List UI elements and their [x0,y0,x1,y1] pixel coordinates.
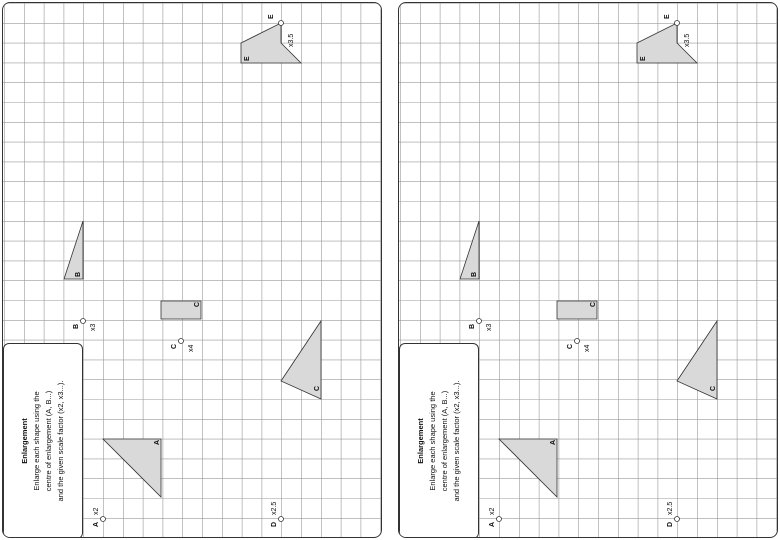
factor-label-e: x3.5 [684,33,691,47]
centre-point-a [101,517,106,522]
factor-label-b: x3 [90,323,97,331]
centre-label-c: C [567,343,574,349]
shape-a [499,439,557,497]
centre-label-a: A [93,521,100,527]
shape-label-b: B [75,271,82,277]
factor-label-e: x3.5 [288,33,295,47]
centre-point-b [81,319,86,324]
factor-label-d: x2.5 [271,501,278,515]
shape-label-b: B [471,271,478,277]
instructions-title: Enlargement [20,418,29,464]
centre-label-e: E [664,14,671,19]
worksheet-left [2,2,382,538]
instructions-line-2: centre of enlargement (A, B...) [44,390,53,492]
centre-point-c [575,339,580,344]
shape-label-e: E [640,56,647,61]
shape-label-c-tri: C [710,385,717,391]
instructions-line-1: Enlarge each shape using the [428,391,437,491]
shape-label-c-rect: C [590,301,597,307]
centre-label-c: C [171,343,178,349]
factor-label-a: x2 [489,507,496,515]
instructions-line-3: and the given scale factor (x2, x3...). [452,380,461,502]
instructions-line-2: centre of enlargement (A, B...) [440,390,449,492]
centre-point-e [675,21,680,26]
instructions-line-1: Enlarge each shape using the [32,391,41,491]
factor-label-b: x3 [486,323,493,331]
centre-label-d: D [271,521,278,527]
shape-label-c-rect: C [194,301,201,307]
centre-point-a [497,517,502,522]
centre-point-d [675,517,680,522]
centre-point-e [279,21,284,26]
factor-label-c: x4 [188,344,195,352]
centre-label-d: D [667,521,674,527]
centre-label-a: A [489,521,496,527]
factor-label-a: x2 [93,507,100,515]
centre-label-e: E [268,14,275,19]
shape-label-c-tri: C [314,385,321,391]
centre-point-c [179,339,184,344]
shape-label-a: A [154,439,161,445]
centre-label-b: B [469,323,476,329]
shape-label-a: A [550,439,557,445]
worksheet-right [398,2,778,538]
instructions-line-3: and the given scale factor (x2, x3...). [56,380,65,502]
instructions-box [399,343,479,538]
instructions-title: Enlargement [416,418,425,464]
instructions-box [3,343,83,538]
centre-point-d [279,517,284,522]
shape-b [460,221,479,279]
shape-label-e: E [244,56,251,61]
factor-label-d: x2.5 [667,501,674,515]
centre-label-b: B [73,323,80,329]
factor-label-c: x4 [584,344,591,352]
shape-a [103,439,161,497]
shape-b [64,221,83,279]
centre-point-b [477,319,482,324]
